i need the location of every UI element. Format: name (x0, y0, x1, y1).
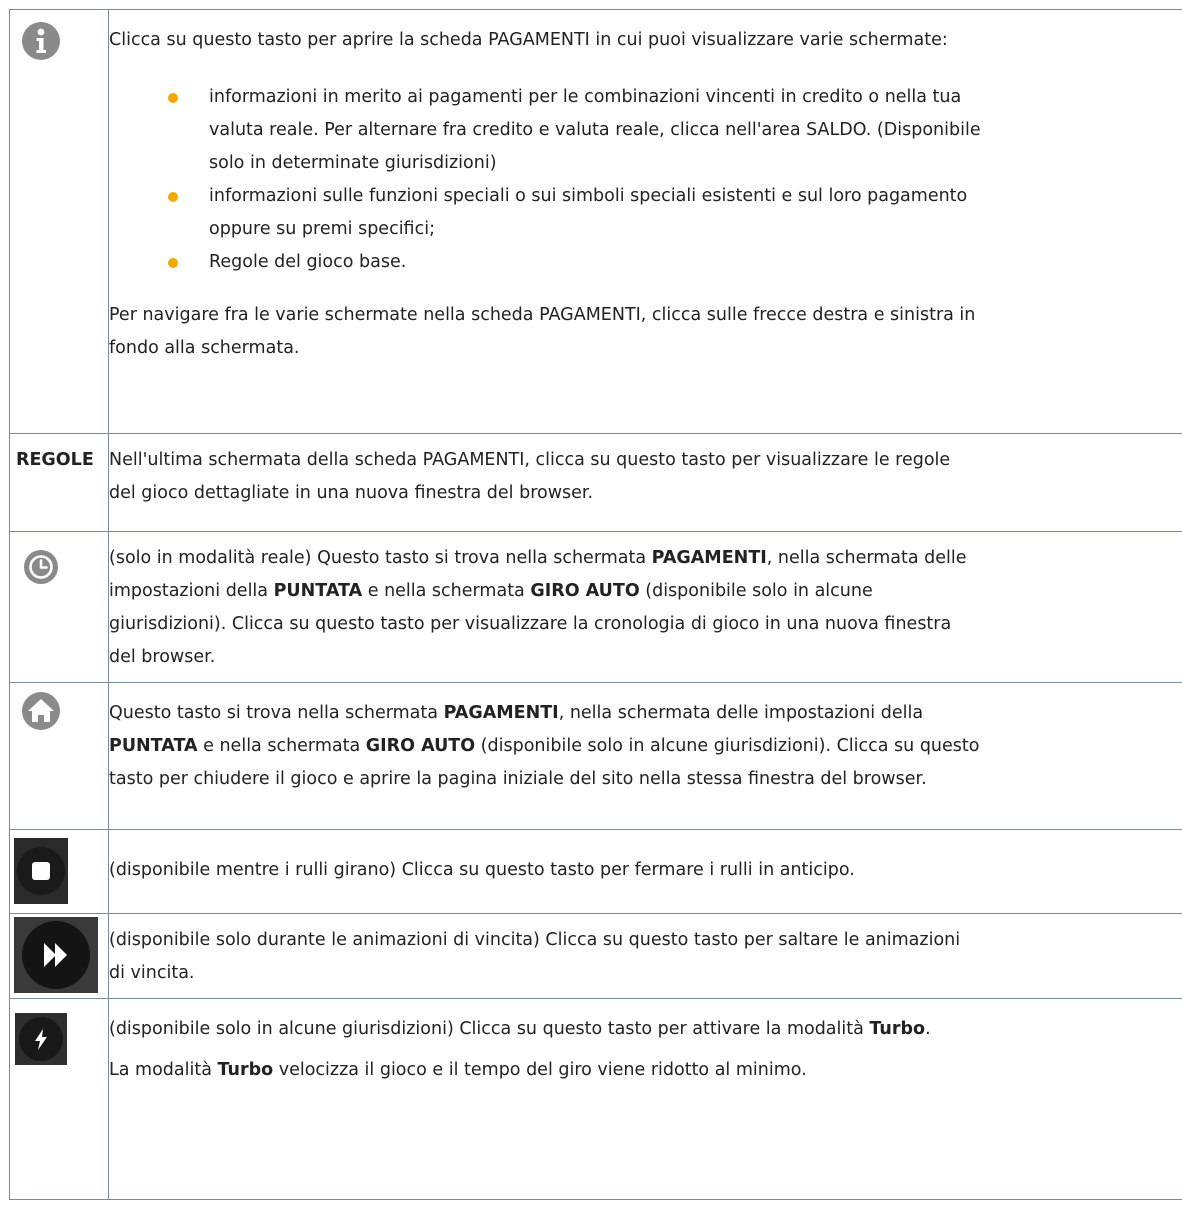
list-item: informazioni in merito ai pagamenti per le combinazioni vincenti in credito o nella tua valuta reale. Per alternare fra credito e valuta reale, clicca nell'area SALDO. (Disponibile solo in determinate giurisdizioni) (109, 81, 1182, 180)
home-description: Questo tasto si trova nella schermata PAGAMENTI, nella schermata delle impostazioni della PUNTATA e nella schermata GIRO AUTO (disponibile solo in alcune giurisdizioni). Clicca su questo tasto per chiudere il gioco e aprire la pagina iniziale del sito nella stessa finestra del browser. (109, 703, 980, 789)
home-row (10, 683, 1182, 830)
rules-button-label[interactable]: REGOLE (16, 450, 94, 470)
info-bullet-list (109, 81, 1182, 279)
history-row (10, 532, 1182, 683)
info-intro: Clicca su questo tasto per aprire la scheda PAGAMENTI in cui puoi visualizzare varie schermate: (109, 30, 948, 50)
list-item: Regole del gioco base. (109, 246, 1182, 279)
help-table (9, 9, 1182, 1200)
fast-forward-icon[interactable] (14, 917, 98, 998)
stop-description: (disponibile mentre i rulli girano) Clicca su questo tasto per fermare i rulli in anticipo. (109, 860, 855, 880)
home-icon[interactable] (21, 691, 61, 736)
history-description: (solo in modalità reale) Questo tasto si trova nella schermata PAGAMENTI, nella schermata delle impostazioni della PUNTATA e nella schermata GIRO AUTO (disponibile solo in alcune giurisdizioni). Clicca su questo tasto per visualizzare la cronologia di gioco in una nuova finestra del browser. (109, 548, 967, 667)
stop-icon[interactable] (14, 838, 68, 909)
info-outro: Per navigare fra le varie schermate nella scheda PAGAMENTI, clicca sulle frecce destra e sinistra in fondo alla schermata. (109, 305, 976, 358)
lightning-icon[interactable] (15, 1013, 67, 1070)
bullet-dot-icon (168, 192, 178, 202)
bullet-dot-icon (168, 258, 178, 268)
list-item: informazioni sulle funzioni speciali o sui simboli speciali esistenti e sul loro pagamento oppure su premi specifici; (109, 180, 1182, 246)
info-icon[interactable] (21, 21, 61, 66)
clock-icon[interactable] (23, 549, 59, 590)
turbo-note: La modalità Turbo velocizza il gioco e il tempo del giro viene ridotto al minimo. (109, 1060, 807, 1080)
skip-row (10, 914, 1182, 999)
turbo-description: (disponibile solo in alcune giurisdizioni) Clicca su questo tasto per attivare la modalità Turbo. (109, 1019, 931, 1039)
skip-description: (disponibile solo durante le animazioni di vincita) Clicca su questo tasto per saltare le animazioni di vincita. (109, 930, 961, 983)
rules-description: Nell'ultima schermata della scheda PAGAMENTI, clicca su questo tasto per visualizzare le regole del gioco dettagliate in una nuova finestra del browser. (109, 450, 951, 503)
rules-row (10, 434, 1182, 532)
bullet-dot-icon (168, 93, 178, 103)
info-row (10, 10, 1182, 434)
stop-row (10, 830, 1182, 914)
turbo-row (10, 999, 1182, 1200)
